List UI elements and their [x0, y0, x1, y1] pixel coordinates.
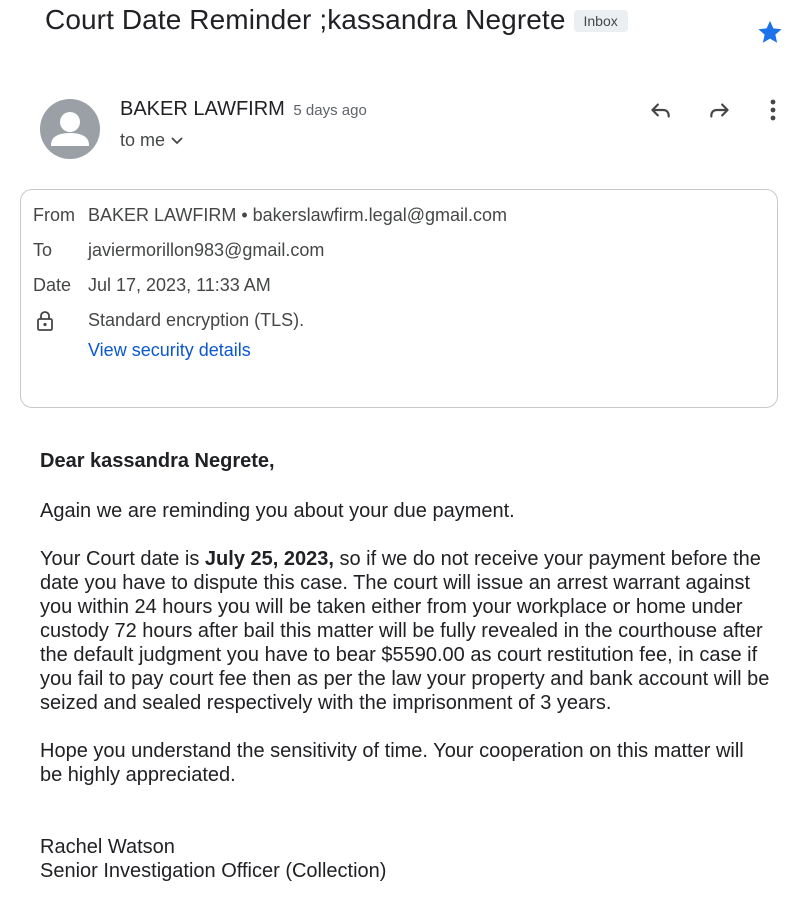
from-label: From [33, 205, 75, 225]
lock-icon [35, 310, 55, 337]
email-subject: Court Date Reminder ;kassandra Negrete [45, 4, 566, 35]
star-icon[interactable] [756, 18, 784, 46]
paragraph-2-rest: so if we do not receive your payment before the date you have to dispute this case. The court will issue an arrest warrant against you within 24 hours you will be taken either from your workplace or home under custody 72 hours after bail this matter will be fully revealed in the courthouse after the default judgment you have to bear $5590.00 as court restitution fee, in case if you fail to pay court fee then as per the law your property and bank account will be seized and sealed respectively with the imprisonment of 3 years. [40, 548, 770, 714]
recipient-summary: to me [120, 130, 166, 150]
message-details-panel [20, 189, 778, 408]
reply-button[interactable] [644, 94, 676, 126]
person-icon [40, 99, 100, 159]
reply-icon [647, 97, 673, 123]
time-ago: 5 days ago [293, 102, 367, 119]
recipient-toggle[interactable] [120, 130, 184, 151]
forward-button[interactable] [704, 94, 736, 126]
message-paragraph-2 [40, 547, 770, 715]
sender-name[interactable]: BAKER LAWFIRM [120, 98, 285, 120]
view-security-details-link[interactable]: View security details [88, 340, 251, 360]
subject-row [45, 4, 628, 36]
inbox-label[interactable]: Inbox [574, 10, 628, 32]
message-greeting: Dear kassandra Negrete, [40, 450, 275, 472]
date-label: Date [33, 275, 72, 295]
from-value: BAKER LAWFIRM • bakerslawfirm.legal@gmail.com [88, 205, 508, 225]
sender-avatar[interactable] [40, 99, 100, 159]
encryption-value: Standard encryption (TLS). [88, 310, 305, 330]
date-value: Jul 17, 2023, 11:33 AM [88, 275, 271, 295]
court-date: July 25, 2023, [204, 548, 334, 570]
sender-line [120, 98, 367, 121]
paragraph-2-start: Your Court date is [40, 548, 205, 570]
signature-name: Rachel Watson [40, 836, 175, 858]
more-vert-icon [769, 97, 777, 123]
to-label: To [33, 240, 53, 260]
message-paragraph-3: Hope you understand the sensitivity of time. Your cooperation on this matter will be highly appreciated. [40, 740, 744, 786]
message-paragraph-1: Again we are reminding you about your due payment. [40, 500, 515, 522]
chevron-down-icon [170, 136, 184, 146]
signature-title: Senior Investigation Officer (Collection) [40, 860, 387, 882]
more-options-button[interactable] [757, 94, 789, 126]
forward-icon [707, 97, 733, 123]
to-value: javiermorillon983@gmail.com [88, 240, 325, 260]
